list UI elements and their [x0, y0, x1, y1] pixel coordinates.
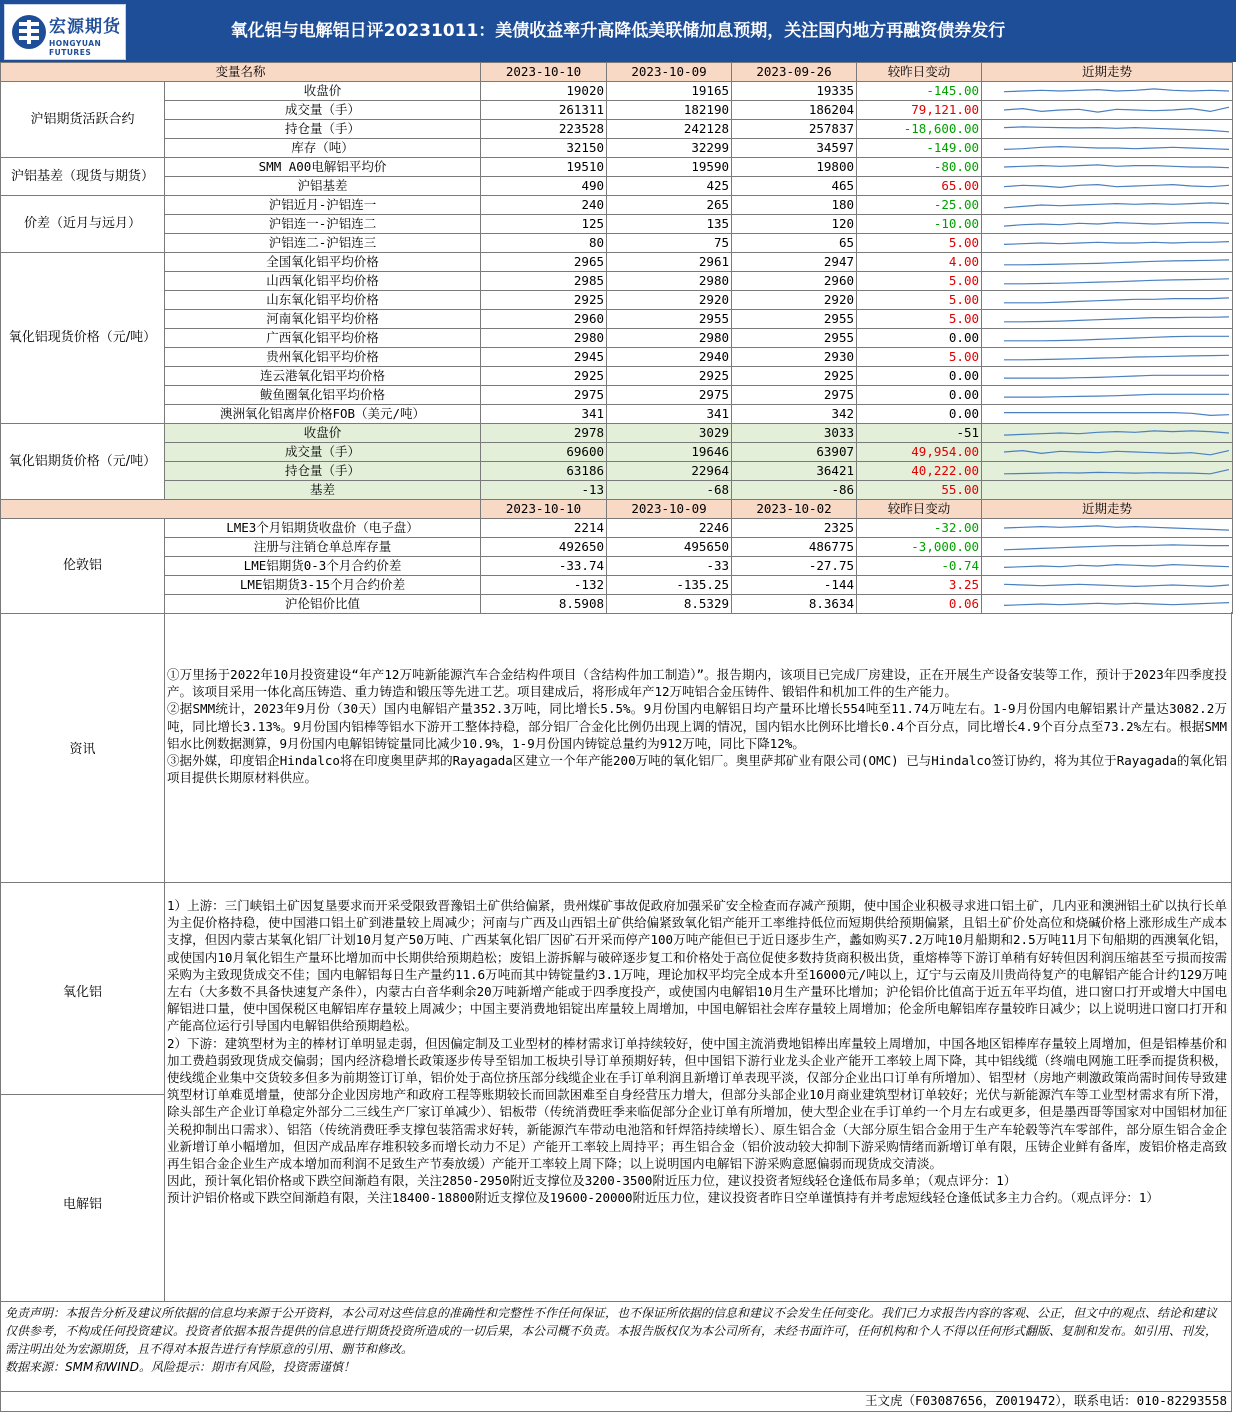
variable-name: SMM A00电解铝平均价 — [165, 158, 481, 177]
category-label: 沪铝期货活跃合约 — [1, 82, 165, 158]
daily-change: -3,000.00 — [857, 538, 982, 557]
daily-change: 5.00 — [857, 234, 982, 253]
trend-cell — [982, 215, 1233, 234]
analysis-text — [167, 897, 1227, 1207]
value-cell: 2978 — [481, 424, 607, 443]
trend-cell — [982, 139, 1233, 158]
logo-emblem-icon — [10, 12, 48, 52]
analysis-paragraph: 因此，预计氧化铝价格或下跌空间渐趋有限，关注2850-2950附近支撑位及3200-3500附近压力位，建议投资者短线轻仓逢低布局多单；（观点评分：1） — [167, 1173, 1017, 1189]
variable-name: 成交量（手） — [165, 101, 481, 120]
value-cell: 3029 — [607, 424, 732, 443]
value-cell: 265 — [607, 196, 732, 215]
table-row — [1, 462, 1233, 481]
table-row — [1, 519, 1233, 538]
daily-change: -25.00 — [857, 196, 982, 215]
daily-change: 5.00 — [857, 348, 982, 367]
news-paragraph: ②据SMM统计，2023年9月份（30天）国内电解铝产量352.3万吨，同比增长5.5%。9月份国内电解铝日均产量环比增长554吨至11.74万吨左右。1-9月份国内电解铝累计产量达3082.2万吨，同比增长3.13%。9月份国内铝棒等铝水下游开工整体持稳，部分铝厂合金化比例仍出现上调的情况，国内铝水比例环比增长0.4个百分点，同比增长4.9个百分点至73.2%左右。根据SMM铝水比例数据测算，9月份国内电解铝铸锭量同比减少10.9%，1-9月份国内铸锭总量约为912万吨，同比下降12%。 — [167, 701, 1227, 751]
variable-name: 山西氧化铝平均价格 — [165, 272, 481, 291]
value-cell: 120 — [732, 215, 857, 234]
value-cell: 135 — [607, 215, 732, 234]
trend-line — [1004, 431, 1229, 435]
table-row — [1, 215, 1233, 234]
trend-sparkline — [984, 367, 1233, 385]
trend-cell — [982, 272, 1233, 291]
company-logo — [4, 4, 126, 60]
daily-change: -51 — [857, 424, 982, 443]
table-header-row — [1, 500, 1233, 519]
column-header: 近期走势 — [982, 500, 1233, 519]
value-cell: 65 — [732, 234, 857, 253]
analysis-section — [0, 883, 1232, 1302]
value-cell: 32150 — [481, 139, 607, 158]
trend-cell — [982, 158, 1233, 177]
disclaimer-text: 免责声明：本报告分析及建议所依据的信息均来源于公开资料，本公司对这些信息的准确性和完整性不作任何保证，也不保证所依据的信息和建议不会发生任何变化。我们已力求报告内容的客观、公正，但文中的观点、结论和建议仅供参考，不构成任何投资建议。投资者依据本报告提供的信息进行期货投资所造成的一切后果，本公司概不负责。本报告版权仅为本公司所有，未经书面许可，任何机构和个人不得以任何形式翻版、复制和发布。如引用、刊发，需注明出处为宏源期货，且不得对本报告进行有悖原意的引用、删节和修改。 — [5, 1306, 1218, 1356]
trend-line — [1004, 279, 1229, 284]
value-cell: 3033 — [732, 424, 857, 443]
value-cell: 492650 — [481, 538, 607, 557]
trend-sparkline — [984, 519, 1233, 537]
analysis-label-cell — [1, 883, 165, 1301]
trend-line — [1004, 375, 1229, 378]
value-cell: 19510 — [481, 158, 607, 177]
table-row — [1, 177, 1233, 196]
variable-name: LME铝期货3-15个月合约价差 — [165, 576, 481, 595]
daily-change: 0.00 — [857, 386, 982, 405]
trend-line — [1004, 223, 1229, 227]
trend-sparkline — [984, 196, 1233, 214]
value-cell: 341 — [481, 405, 607, 424]
trend-line — [1004, 298, 1229, 303]
value-cell: 2955 — [732, 329, 857, 348]
table-row — [1, 576, 1233, 595]
column-header: 较昨日变动 — [857, 63, 982, 82]
trend-sparkline — [984, 291, 1233, 309]
table-row — [1, 139, 1233, 158]
value-cell: 125 — [481, 215, 607, 234]
value-cell: -33.74 — [481, 557, 607, 576]
variable-name: 沪铝基差 — [165, 177, 481, 196]
logo-text-cn: 宏源期货 — [49, 17, 121, 37]
value-cell: -27.75 — [732, 557, 857, 576]
trend-sparkline — [984, 595, 1233, 613]
table-row — [1, 310, 1233, 329]
daily-change: -0.74 — [857, 557, 982, 576]
trend-line — [1004, 107, 1229, 112]
variable-name: 持仓量（手） — [165, 462, 481, 481]
variable-name: 贵州氧化铝平均价格 — [165, 348, 481, 367]
trend-line — [1004, 526, 1229, 530]
table-row — [1, 291, 1233, 310]
value-cell: 2940 — [607, 348, 732, 367]
disclaimer — [0, 1302, 1232, 1392]
trend-line — [1004, 565, 1229, 568]
variable-name: 沪铝近月-沪铝连一 — [165, 196, 481, 215]
trend-line — [1004, 451, 1229, 455]
table-row — [1, 557, 1233, 576]
value-cell: 69600 — [481, 443, 607, 462]
value-cell: 8.3634 — [732, 595, 857, 614]
table-row — [1, 253, 1233, 272]
trend-cell — [982, 424, 1233, 443]
trend-sparkline — [984, 215, 1233, 233]
variable-name: 全国氧化铝平均价格 — [165, 253, 481, 272]
value-cell: 2920 — [607, 291, 732, 310]
trend-cell — [982, 443, 1233, 462]
column-header: 2023-10-09 — [607, 500, 732, 519]
daily-change: 40,222.00 — [857, 462, 982, 481]
trend-cell — [982, 576, 1233, 595]
value-cell: 75 — [607, 234, 732, 253]
value-cell: 34597 — [732, 139, 857, 158]
trend-line — [1004, 545, 1229, 550]
variable-name: LME3个月铝期货收盘价（电子盘） — [165, 519, 481, 538]
value-cell: -132 — [481, 576, 607, 595]
table-row — [1, 101, 1233, 120]
trend-line — [1004, 317, 1229, 322]
trend-sparkline — [984, 557, 1233, 575]
alumina-label: 氧化铝 — [62, 985, 102, 1000]
category-label: 氧化铝现货价格（元/吨） — [1, 253, 165, 424]
trend-cell — [982, 405, 1233, 424]
trend-sparkline — [984, 234, 1233, 252]
trend-cell — [982, 291, 1233, 310]
value-cell: 2945 — [481, 348, 607, 367]
value-cell: -33 — [607, 557, 732, 576]
value-cell: 2975 — [481, 386, 607, 405]
table-row — [1, 405, 1233, 424]
table-row — [1, 329, 1233, 348]
trend-cell — [982, 367, 1233, 386]
trend-cell — [982, 310, 1233, 329]
trend-cell — [982, 386, 1233, 405]
column-header: 2023-10-02 — [732, 500, 857, 519]
daily-change: 0.06 — [857, 595, 982, 614]
daily-change: 0.00 — [857, 405, 982, 424]
value-cell: 342 — [732, 405, 857, 424]
value-cell: 8.5908 — [481, 595, 607, 614]
trend-cell — [982, 177, 1233, 196]
value-cell: 19646 — [607, 443, 732, 462]
value-cell: 19020 — [481, 82, 607, 101]
trend-cell — [982, 234, 1233, 253]
value-cell: 22964 — [607, 462, 732, 481]
variable-name: 连云港氧化铝平均价格 — [165, 367, 481, 386]
daily-change: -80.00 — [857, 158, 982, 177]
variable-name: 鲅鱼圈氧化铝平均价格 — [165, 386, 481, 405]
column-header: 2023-10-09 — [607, 63, 732, 82]
value-cell: 465 — [732, 177, 857, 196]
table-header-row — [1, 63, 1233, 82]
trend-sparkline — [984, 405, 1233, 423]
value-cell: 2925 — [481, 291, 607, 310]
variable-name: 注册与注销仓单总库存量 — [165, 538, 481, 557]
value-cell: 2955 — [732, 310, 857, 329]
value-cell: 186204 — [732, 101, 857, 120]
trend-line — [1004, 242, 1229, 245]
daily-change: -145.00 — [857, 82, 982, 101]
trend-cell — [982, 481, 1233, 500]
variable-name: LME铝期货0-3个月合约价差 — [165, 557, 481, 576]
column-header: 2023-09-26 — [732, 63, 857, 82]
value-cell: -68 — [607, 481, 732, 500]
market-data-table — [0, 62, 1233, 614]
value-cell: 2975 — [732, 386, 857, 405]
column-header — [1, 500, 481, 519]
trend-line — [1004, 185, 1229, 188]
news-label: 资讯 — [69, 742, 96, 757]
value-cell: 490 — [481, 177, 607, 196]
trend-line — [1004, 147, 1229, 150]
value-cell: 19335 — [732, 82, 857, 101]
report-header — [0, 0, 1236, 62]
value-cell: 2960 — [732, 272, 857, 291]
value-cell: 19165 — [607, 82, 732, 101]
value-cell: 32299 — [607, 139, 732, 158]
variable-name: 沪伦铝价比值 — [165, 595, 481, 614]
column-header: 2023-10-10 — [481, 500, 607, 519]
trend-line — [1004, 203, 1229, 208]
news-paragraph: ③据外媒，印度铝企Hindalco将在印度奥里萨邦的Rayagada区建立一个年产能200万吨的氧化铝厂。奥里萨邦矿业有限公司(OMC) 已与Hindalco签订协约，将为其位于Rayagada的氧化铝项目提供长期原材料供应。 — [167, 753, 1227, 786]
daily-change: -32.00 — [857, 519, 982, 538]
analysis-paragraph: 1）上游：三门峡铝土矿因复垦要求而开采受限致晋豫铝土矿供给偏紧，贵州煤矿事故促政府加强采矿安全检查而存减产预期，使中国企业积极寻求进口铝土矿，几内亚和澳洲铝土矿以执行长单为主促价格持稳，使中国港口铝土矿到港量较上周减少；河南与广西及山西铝土矿供给偏紧致氧化铝产能开工率维持低位而短期供给预期偏紧，且铝土矿价处高位和烧碱价格上涨形成生产成本支撑，但因内蒙古某氧化铝厂计划10月复产50万吨、广西某氧化铝厂因矿石开采而停产100万吨产能但已于近日逐步生产，蠡如购买7.2万吨10月船期和2.5万吨11月下旬船期的西澳氧化铝，或使国内10月氧化铝生产量环比增加而中长期供给预期趋松；废铝上游拆解与破碎逐步复工和价格处于高位促使多数持货商积极出货，重熔棒等下游订单稍有好转但因利润压缩甚至亏损而按需采购为主致现货成交不佳；国内电解铝每日生产量约11.6万吨而其中铸锭量约3.1万吨，理论加权平均完全成本升至16000元/吨以上，辽宁与云南及川贵尚待复产的电解铝产能合计约129万吨左右（大多数不具备快速复产条件），内蒙古白音华剩余20万吨新增产能或于四季度投产，或使国内电解铝10月生产量环比增加；沪伦铝价比值高于近五年平均值，进口窗口打开或增大中国电解铝进口量，使中国保税区电解铝库存量较上周减少；中国主要消费地铝锭出库量较上周增加，中国电解铝社会库存量较上周增加；伦金所电解铝库存量较昨日减少；以上说明进口窗口打开和产能高位运行引导国内电解铝供给预期趋松。 — [167, 898, 1227, 1034]
table-row — [1, 196, 1233, 215]
value-cell: 182190 — [607, 101, 732, 120]
table-row — [1, 481, 1233, 500]
value-cell: 257837 — [732, 120, 857, 139]
trend-line — [1004, 603, 1229, 606]
news-text — [167, 666, 1227, 786]
daily-change: 49,954.00 — [857, 443, 982, 462]
data-source-text: 数据来源：SMM和WIND。风险提示：期市有风险，投资需谨慎！ — [5, 1360, 355, 1374]
trend-line — [1004, 165, 1229, 168]
daily-change: 79,121.00 — [857, 101, 982, 120]
trend-sparkline — [984, 424, 1233, 442]
daily-change: 65.00 — [857, 177, 982, 196]
table-row — [1, 82, 1233, 101]
trend-cell — [982, 557, 1233, 576]
table-row — [1, 234, 1233, 253]
trend-cell — [982, 196, 1233, 215]
table-row — [1, 272, 1233, 291]
variable-name: 成交量（手） — [165, 443, 481, 462]
value-cell: 63907 — [732, 443, 857, 462]
value-cell: 425 — [607, 177, 732, 196]
trend-sparkline — [984, 101, 1233, 119]
value-cell: 2965 — [481, 253, 607, 272]
value-cell: 261311 — [481, 101, 607, 120]
table-row — [1, 120, 1233, 139]
value-cell: 2980 — [607, 329, 732, 348]
value-cell: 2920 — [732, 291, 857, 310]
trend-cell — [982, 120, 1233, 139]
trend-cell — [982, 462, 1233, 481]
trend-cell — [982, 519, 1233, 538]
value-cell: 2325 — [732, 519, 857, 538]
daily-change: 55.00 — [857, 481, 982, 500]
variable-name: 基差 — [165, 481, 481, 500]
table-row — [1, 386, 1233, 405]
daily-change: 5.00 — [857, 310, 982, 329]
aluminum-label: 电解铝 — [62, 1197, 102, 1212]
trend-sparkline — [984, 158, 1233, 176]
value-cell: 19800 — [732, 158, 857, 177]
value-cell: 2930 — [732, 348, 857, 367]
value-cell: 2947 — [732, 253, 857, 272]
value-cell: 180 — [732, 196, 857, 215]
contact-footer: 王文虎（F03087656，Z0019472），联系电话：010-82293558 — [0, 1392, 1232, 1412]
table-row — [1, 595, 1233, 614]
value-cell: 2214 — [481, 519, 607, 538]
trend-sparkline — [984, 253, 1233, 271]
trend-sparkline — [984, 272, 1233, 290]
variable-name: 沪铝连二-沪铝连三 — [165, 234, 481, 253]
trend-line — [1004, 413, 1229, 416]
value-cell: -13 — [481, 481, 607, 500]
daily-change: -18,600.00 — [857, 120, 982, 139]
value-cell: 495650 — [607, 538, 732, 557]
column-header: 较昨日变动 — [857, 500, 982, 519]
value-cell: 2925 — [732, 367, 857, 386]
value-cell: 8.5329 — [607, 595, 732, 614]
value-cell: 2961 — [607, 253, 732, 272]
variable-name: 河南氧化铝平均价格 — [165, 310, 481, 329]
table-row — [1, 424, 1233, 443]
trend-cell — [982, 595, 1233, 614]
daily-change: 4.00 — [857, 253, 982, 272]
value-cell: 19590 — [607, 158, 732, 177]
value-cell: 2985 — [481, 272, 607, 291]
table-row — [1, 443, 1233, 462]
value-cell: 341 — [607, 405, 732, 424]
trend-sparkline — [984, 443, 1233, 461]
daily-change: 0.00 — [857, 367, 982, 386]
trend-sparkline — [984, 120, 1233, 138]
variable-name: 库存（吨） — [165, 139, 481, 158]
trend-sparkline — [984, 310, 1233, 328]
trend-sparkline — [984, 538, 1233, 556]
value-cell: 2925 — [607, 367, 732, 386]
trend-cell — [982, 538, 1233, 557]
value-cell: 2925 — [481, 367, 607, 386]
trend-line — [1004, 394, 1229, 397]
value-cell: -135.25 — [607, 576, 732, 595]
variable-name: 澳洲氧化铝离岸价格FOB（美元/吨） — [165, 405, 481, 424]
trend-line — [1004, 355, 1229, 360]
news-section — [0, 612, 1232, 883]
trend-sparkline — [984, 576, 1233, 594]
value-cell: 2980 — [481, 329, 607, 348]
analysis-paragraph: 2）下游：建筑型材为主的棒材订单明显走弱，但因偏定制及工业型材的棒材需求订单持续较好，使中国主流消费地铝棒出库量较上周增加，中国各地区铝棒库存量较上周增加，但是铝棒基价和加工费趋弱致现货成交偏弱；国内经济稳增长政策逐步传导至铝加工板块引导订单预期好转，但中国铝下游行业龙头企业产能开工率较上周下降，其中铝线缆（终端电网施工旺季而提货积极，使线缆企业集中交货较多但多为前期签订订单，铝价处于高位挤压部分线缆企业在手订单利润且新增订单表现平淡，仅部分企业出口订单有所增加）、铝型材（房地产刺激政策尚需时间传导致建筑型材订单难觅增量，使部分企业因房地产和政府工程等账期较长而回款困难至自身经营压力增大，但部分头部企业10月商业建筑型材订单较好；光伏与新能源汽车等工业型材需求有所下滑，除头部生产企业订单稳定外部分二三线生产厂家订单减少）、铝板带（传统消费旺季来临促部分企业订单有所增加，使大型企业在手订单约一个月左右或更多，但是墨西哥等国家对中国铝材加征关税抑制出口需求）、铝箔（传统消费旺季支撑包装箔需求好转，新能源汽车带动电池箔和钎焊箔持续增长）、原生铝合金（大部分原生铝合金用于生产车轮毂等汽车零部件，部分原生铝合金企业新增订单小幅增加，但因产成品库存堆积较多而增长动力不足）产能开工率较上周持平；再生铝合金（铝价波动较大抑制下游采购情绪而新增订单有限，压铸企业鲜有备库，废铝价格走高致再生铝合金企业生产成本增加而利润不足致生产节奏放缓）产能开工率较上周下降；以上说明国内电解铝下游采购意愿偏弱而现货成交清淡。 — [167, 1035, 1227, 1172]
value-cell: 240 — [481, 196, 607, 215]
trend-sparkline — [984, 462, 1233, 480]
value-cell: 223528 — [481, 120, 607, 139]
value-cell: 2246 — [607, 519, 732, 538]
category-label: 价差（近月与远月） — [1, 196, 165, 253]
table-row — [1, 538, 1233, 557]
column-header: 2023-10-10 — [481, 63, 607, 82]
variable-name: 收盘价 — [165, 424, 481, 443]
variable-name: 持仓量（手） — [165, 120, 481, 139]
trend-sparkline — [984, 481, 1233, 499]
news-paragraph: ①万里扬于2022年10月投资建设“年产12万吨新能源汽车合金结构件项目（含结构件加工制造）”。报告期内，该项目已完成厂房建设，正在开展生产设备安装等工作，预计于2023年四季度投产。该项目采用一体化高压铸造、重力铸造和锻压等先进工艺。项目建成后，将形成年产12万吨铝合金压铸件、锻铝件和机加工件的生产能力。 — [167, 667, 1227, 700]
table-row — [1, 348, 1233, 367]
news-label-cell — [1, 612, 165, 882]
value-cell: 2975 — [607, 386, 732, 405]
value-cell: 36421 — [732, 462, 857, 481]
daily-change: -149.00 — [857, 139, 982, 158]
trend-sparkline — [984, 177, 1233, 195]
variable-name: 山东氧化铝平均价格 — [165, 291, 481, 310]
daily-change: 0.00 — [857, 329, 982, 348]
value-cell: 80 — [481, 234, 607, 253]
variable-name: 沪铝连一-沪铝连二 — [165, 215, 481, 234]
column-header: 变量名称 — [1, 63, 481, 82]
value-cell: 2980 — [607, 272, 732, 291]
variable-name: 广西氧化铝平均价格 — [165, 329, 481, 348]
trend-line — [1004, 470, 1229, 474]
trend-cell — [982, 348, 1233, 367]
column-header: 近期走势 — [982, 63, 1233, 82]
trend-sparkline — [984, 82, 1233, 100]
daily-change: -10.00 — [857, 215, 982, 234]
value-cell: 486775 — [732, 538, 857, 557]
trend-line — [1004, 336, 1229, 341]
category-label: 伦敦铝 — [1, 519, 165, 614]
trend-cell — [982, 101, 1233, 120]
trend-line — [1004, 89, 1229, 92]
category-label: 沪铝基差（现货与期货） — [1, 158, 165, 196]
value-cell: -144 — [732, 576, 857, 595]
trend-line — [1004, 127, 1229, 132]
trend-sparkline — [984, 139, 1233, 157]
trend-cell — [982, 329, 1233, 348]
value-cell: 63186 — [481, 462, 607, 481]
trend-sparkline — [984, 329, 1233, 347]
analysis-paragraph: 预计沪铝价格或下跌空间渐趋有限，关注18400-18800附近支撑位及19600-20000附近压力位，建议投资者昨日空单谨慎持有并考虑短线轻仓逢低试多主力合约。（观点评分：1） — [167, 1190, 1159, 1206]
daily-change: 5.00 — [857, 272, 982, 291]
value-cell: 2955 — [607, 310, 732, 329]
page-title: 氧化铝与电解铝日评20231011：美债收益率升高降低美联储加息预期，关注国内地方再融资债券发行 — [230, 21, 1006, 41]
trend-line — [1004, 584, 1229, 586]
trend-cell — [982, 82, 1233, 101]
daily-change: 5.00 — [857, 291, 982, 310]
table-row — [1, 367, 1233, 386]
trend-sparkline — [984, 386, 1233, 404]
logo-text-en: HONGYUAN FUTURES — [49, 39, 102, 57]
value-cell: 2960 — [481, 310, 607, 329]
daily-change: 3.25 — [857, 576, 982, 595]
trend-sparkline — [984, 348, 1233, 366]
category-label: 氧化铝期货价格（元/吨） — [1, 424, 165, 500]
table-row — [1, 158, 1233, 177]
trend-line — [1004, 260, 1229, 265]
value-cell: 242128 — [607, 120, 732, 139]
value-cell: -86 — [732, 481, 857, 500]
trend-cell — [982, 253, 1233, 272]
variable-name: 收盘价 — [165, 82, 481, 101]
